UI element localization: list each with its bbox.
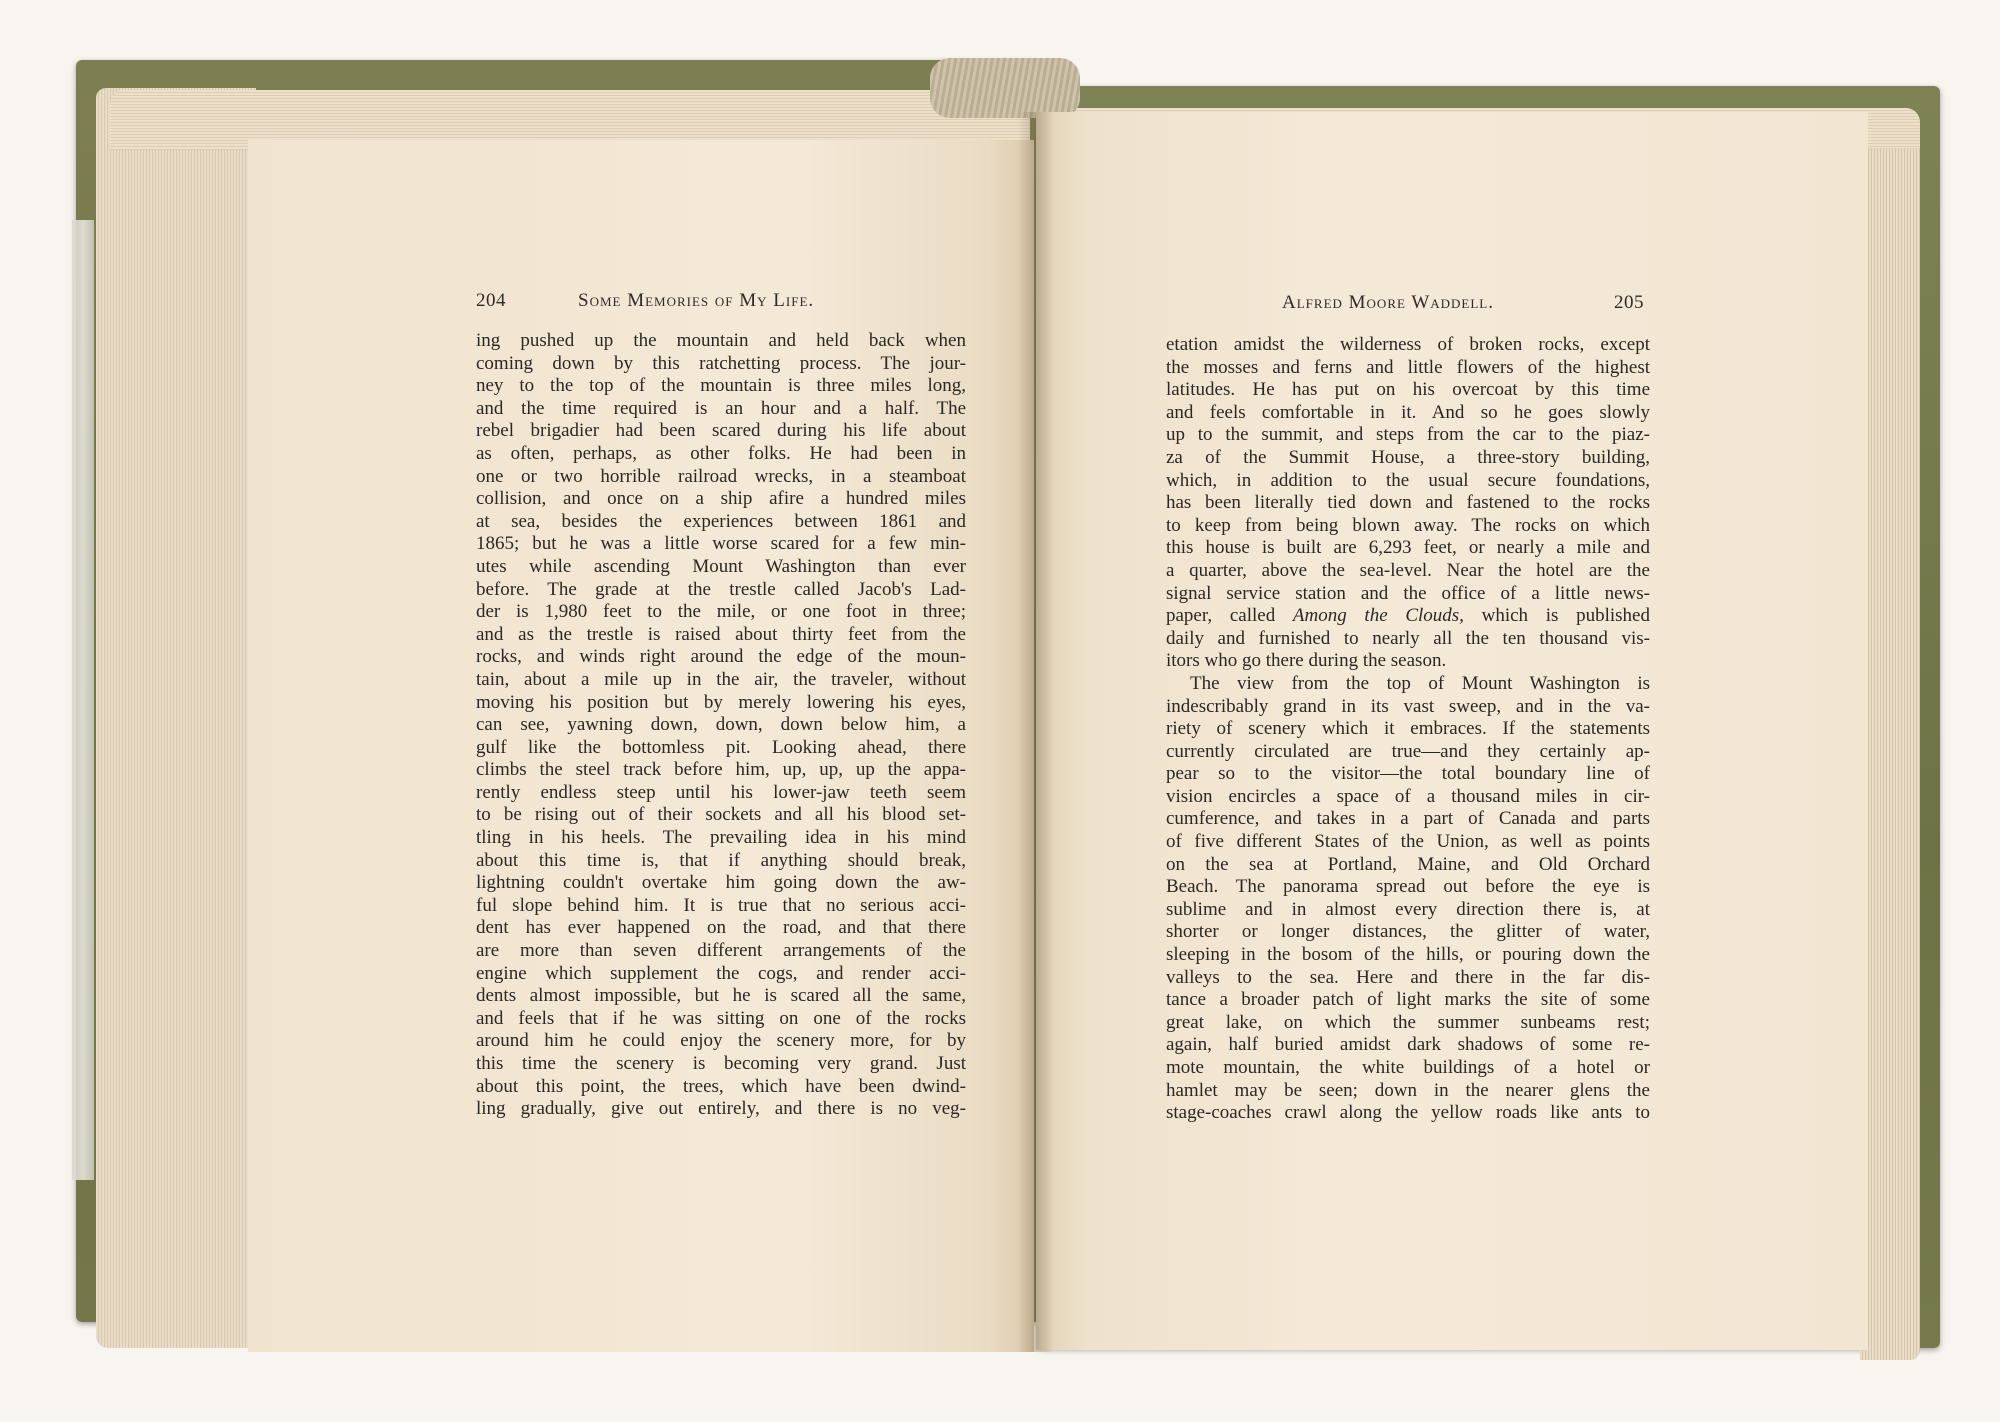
gutter-shadow [1018,112,1054,1352]
text-line: daily and furnished to nearly all the ten thousand vis- [1166,627,1650,649]
text-line: which, in addition to the usual secure foundations, [1166,469,1650,491]
text-line: ing pushed up the mountain and held back when [476,330,966,351]
text-line: ney to the top of the mountain is three miles long, [476,375,966,397]
text-line: the mosses and ferns and little flowers of the highest [1166,356,1650,378]
text-line: are more than seven different arrangements of the [476,940,966,962]
text-line: moving his position but by merely lowering his eyes, [476,691,966,713]
text-line: paper, called Among the Clouds, which is published [1166,605,1650,627]
text-line: pear so to the visitor—the total boundary line of [1166,763,1650,785]
text-line: vision encircles a space of a thousand miles in cir- [1166,785,1650,807]
text-line: rocks, and winds right around the edge of the moun- [476,646,966,668]
text-line: again, half buried amidst dark shadows of some re- [1166,1034,1650,1056]
page-stack-left [96,88,256,1348]
text-line: sleeping in the bosom of the hills, or pouring down the [1166,944,1650,966]
text-line: engine which supplement the cogs, and render acci- [476,962,966,984]
right-page-number: 205 [1614,292,1644,313]
text-line: about this time is, that if anything should break, [476,849,966,871]
text-line: can see, yawning down, down, down below him, a [476,714,966,736]
text-line: tling in his heels. The prevailing idea in his mind [476,827,966,849]
text-line: climbs the steel track before him, up, up, up the appa- [476,759,966,781]
text-line: signal service station and the office of a little news- [1166,582,1650,604]
text-line: der is 1,980 feet to the mile, or one foot in three; [476,601,966,623]
text-line: stage-coaches crawl along the yellow roads like ants to [1166,1102,1650,1124]
text-line: 1865; but he was a little worse scared for a few min- [476,533,966,555]
text-line: this time the scenery is becoming very grand. Just [476,1053,966,1074]
text-line: mote mountain, the white buildings of a hotel or [1166,1057,1650,1078]
text-line: tance a broader patch of light marks the site of some [1166,989,1650,1011]
text-line: currently circulated are true—and they certainly ap- [1166,740,1650,762]
page-stack-right [1860,130,1920,1360]
text-line: gulf like the bottomless pit. Looking ahead, there [476,736,966,758]
right-running-head: Alfred Moore Waddell. [1282,292,1495,313]
newspaper-title: Among the Clouds, [1292,605,1464,627]
text-line: as often, perhaps, as other folks. He had been in [476,442,966,464]
text-line: cumference, and takes in a part of Canada and parts [1166,808,1650,830]
right-page-text [1166,334,1650,1125]
text-line: and feels that if he was sitting on one of the rocks [476,1007,966,1029]
text-line: rebel brigadier had been scared during his life about [476,420,966,442]
left-running-head: Some Memories of My Life. [578,290,815,311]
text-line: The view from the top of Mount Washington is [1190,672,1650,694]
text-line: around him he could enjoy the scenery more, for by [476,1030,966,1052]
text-line: has been literally tied down and fastened to the rocks [1166,492,1650,514]
left-page-number: 204 [476,290,506,311]
text-line: great lake, on which the summer sunbeams rest; [1166,1011,1650,1033]
text-line: hamlet may be seen; down in the nearer glens the [1166,1079,1650,1101]
text-line: to keep from being blown away. The rocks on which [1166,514,1650,536]
text-line: riety of scenery which it embraces. If the statements [1166,718,1650,740]
text-line: lightning couldn't overtake him going down the aw- [476,872,966,894]
text-line: itors who go there during the season. [1166,650,1447,672]
text-line: etation amidst the wilderness of broken rocks, except [1166,334,1650,355]
text-line: rently endless steep until his lower-jaw teeth seem [476,781,966,803]
text-line: latitudes. He has put on his overcoat by this time [1166,379,1650,401]
text-line: valleys to the sea. Here and there in the far dis- [1166,966,1650,988]
text-line: indescribably grand in its vast sweep, and in the va- [1166,695,1650,717]
text-line: about this point, the trees, which have been dwind- [476,1075,966,1097]
text-line: and feels comfortable in it. And so he goes slowly [1166,401,1650,423]
text-line: and the time required is an hour and a half. The [476,397,966,419]
text-line: dents almost impossible, but he is scared all the same, [476,985,966,1007]
text-line: at sea, besides the experiences between 1861 and [476,510,966,532]
right-page [1036,112,1868,1350]
text-line: dent has ever happened on the road, and that there [476,917,966,939]
text-line: this house is built are 6,293 feet, or nearly a mile and [1166,537,1650,559]
left-page-text [476,330,966,1121]
text-line: to be rising out of their sockets and all his blood set- [476,804,966,826]
spine-binding [930,58,1080,118]
text-line: of five different States of the Union, as well as points [1166,831,1650,853]
text-line: Beach. The panorama spread out before the eye is [1166,876,1650,898]
text-line: ling gradually, give out entirely, and there is no veg- [476,1098,966,1120]
text-line: collision, and once on a ship afire a hundred miles [476,488,966,510]
text-line: a quarter, above the sea-level. Near the hotel are the [1166,559,1650,581]
text-line: shorter or longer distances, the glitter of water, [1166,921,1650,943]
text-line: coming down by this ratchetting process. The jour- [476,352,966,374]
text-line: utes while ascending Mount Washington than ever [476,555,966,577]
text-line: tain, about a mile up in the air, the traveler, without [476,668,966,690]
text-line: on the sea at Portland, Maine, and Old Orchard [1166,853,1650,875]
text-line: za of the Summit House, a three-story building, [1166,446,1650,468]
spine-tape [72,220,94,1180]
text-line: ful slope behind him. It is true that no serious acci- [476,894,966,916]
text-line: and as the trestle is raised about thirty feet from the [476,623,966,645]
text-line: sublime and in almost every direction there is, at [1166,898,1650,920]
text-line: before. The grade at the trestle called Jacob's Lad- [476,578,966,600]
left-page [248,140,1034,1352]
text-line: one or two horrible railroad wrecks, in a steamboat [476,465,966,487]
text-line: up to the summit, and steps from the car to the piaz- [1166,424,1650,446]
